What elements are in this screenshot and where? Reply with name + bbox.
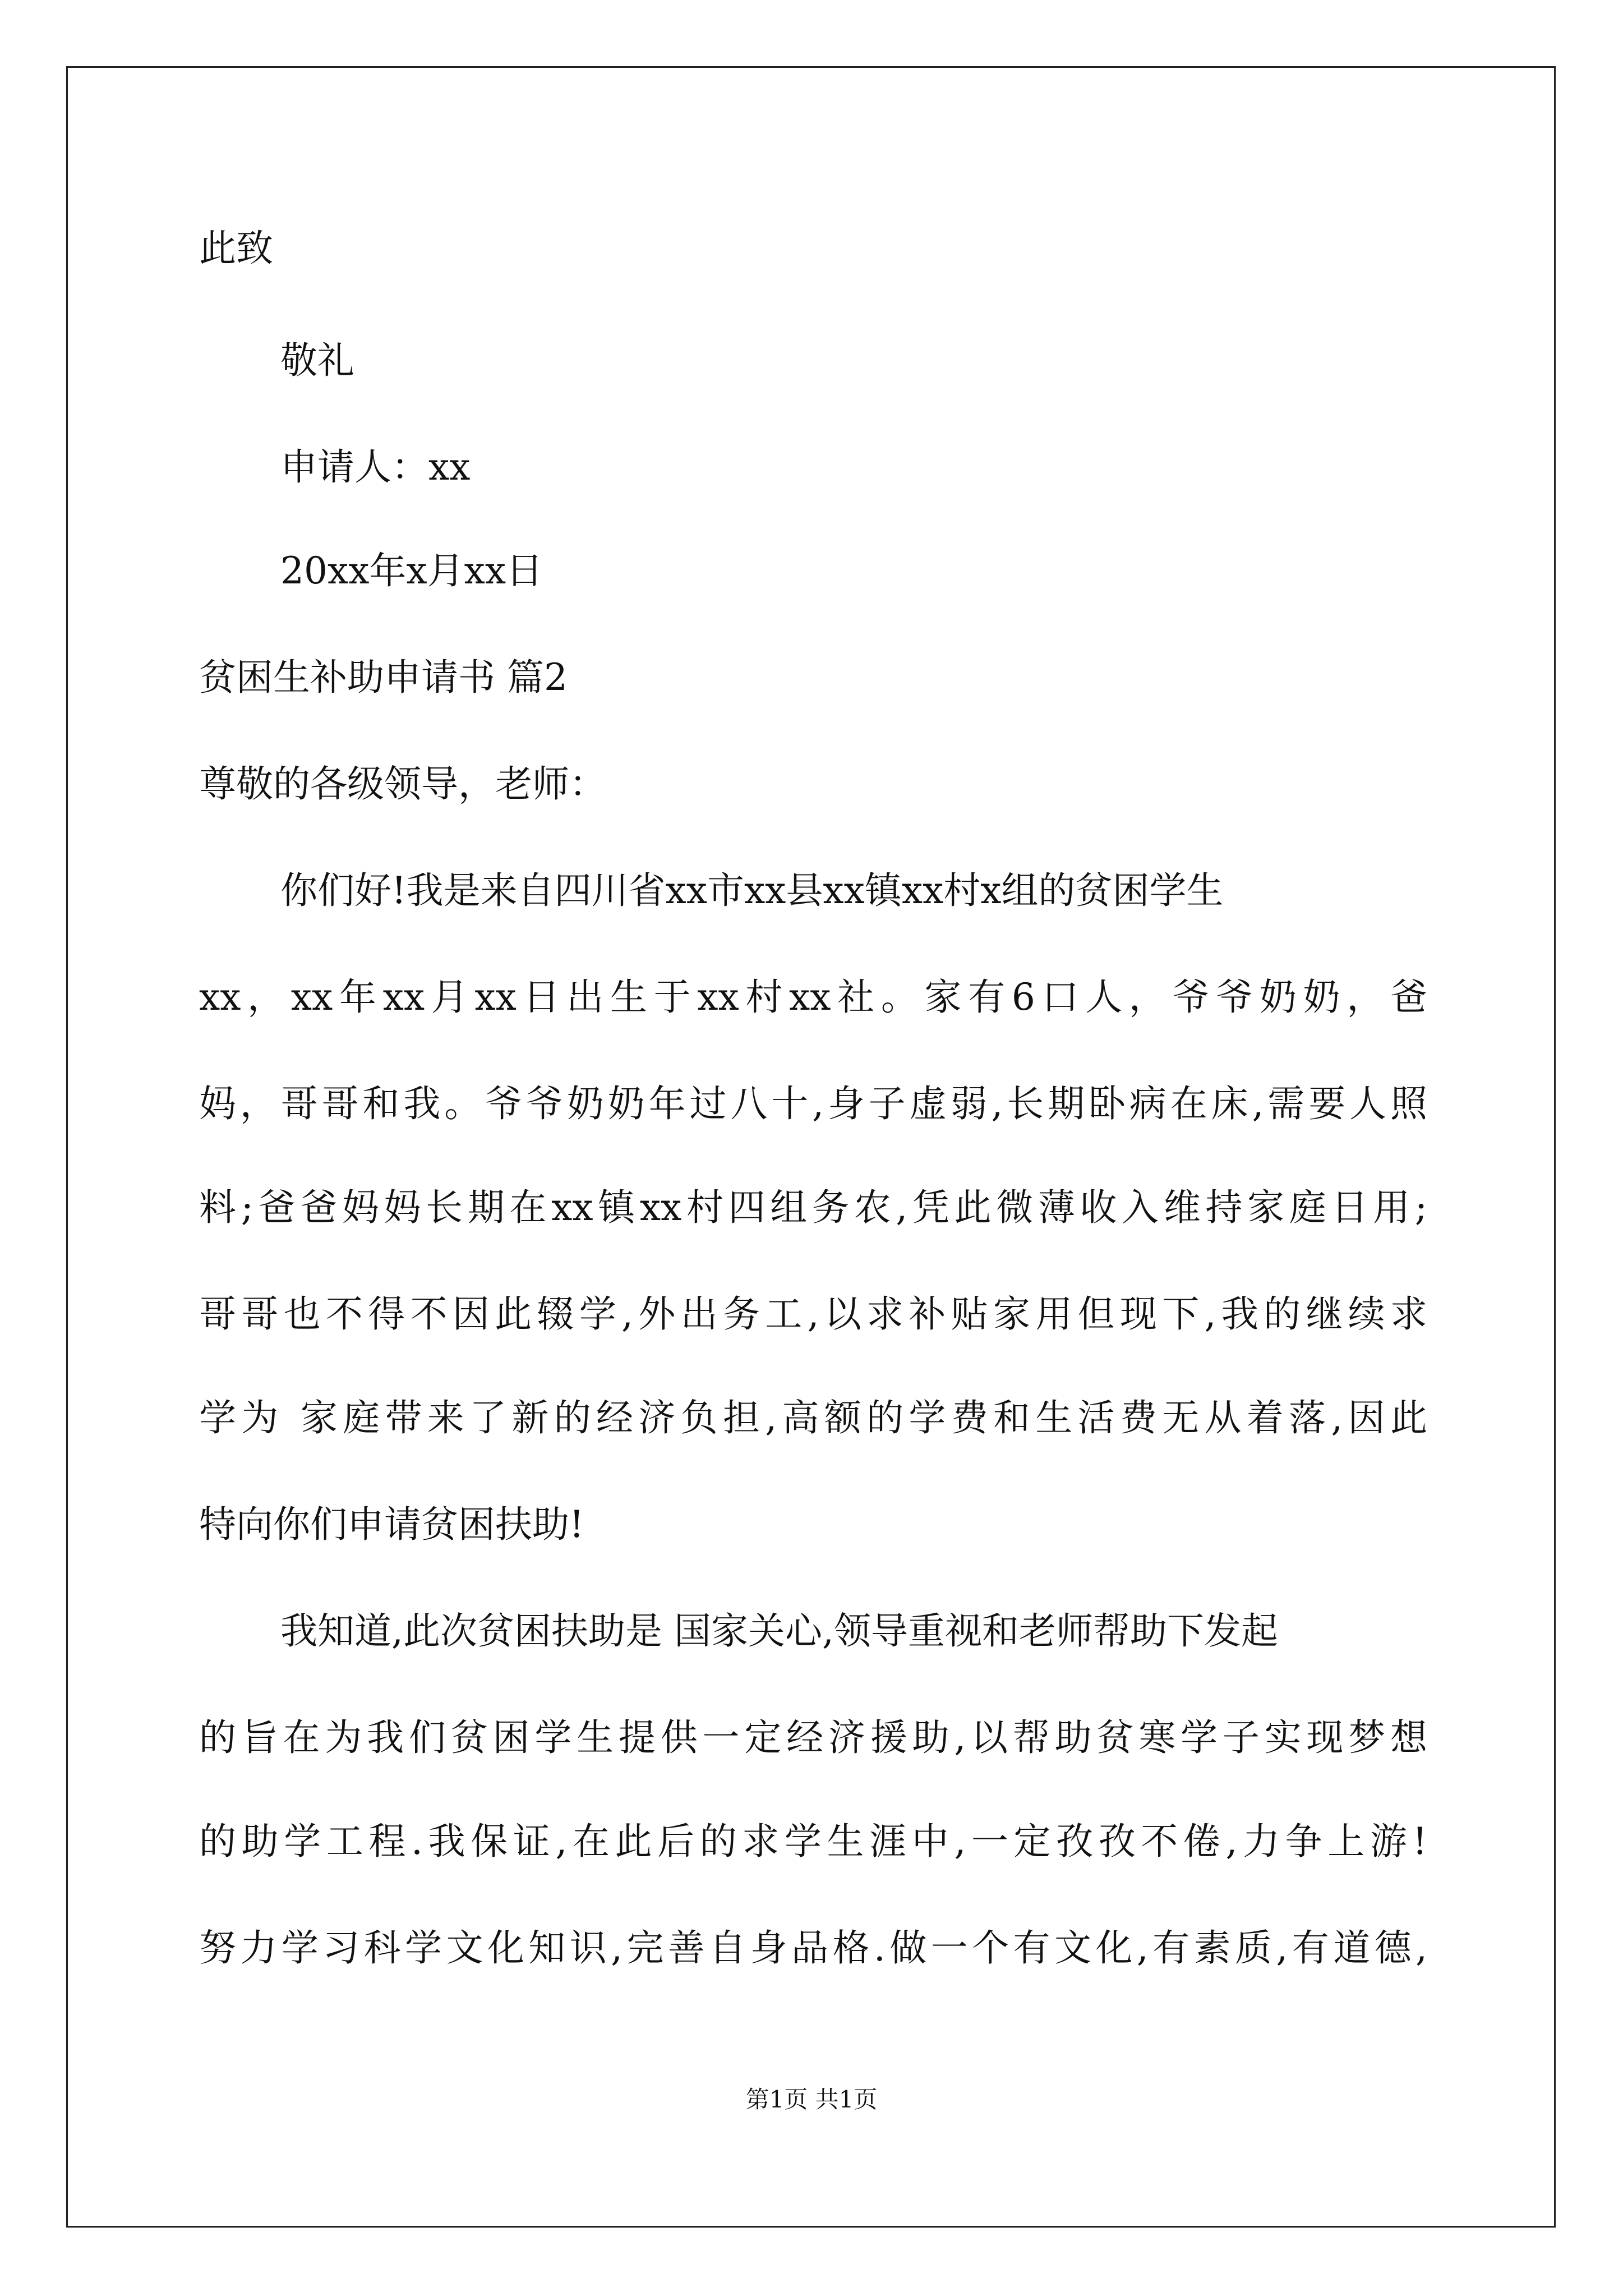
paragraph-line: 妈，哥哥和我。爷爷奶奶年过八十,身子虚弱,长期卧病在床,需要人照	[199, 1082, 1427, 1125]
date-line: 20xx年x月xx日	[280, 549, 543, 592]
paragraph-line: 我知道,此次贫困扶助是 国家关心,领导重视和老师帮助下发起	[280, 1609, 1278, 1653]
page-border	[66, 66, 1556, 2228]
paragraph-line: 学为 家庭带来了新的经济负担,高额的学费和生活费无从着落,因此	[199, 1396, 1427, 1439]
paragraph-line: xx，xx年xx月xx日出生于xx村xx社。家有6口人，爷爷奶奶，爸	[199, 976, 1427, 1019]
applicant-line: 申请人：xx	[280, 445, 471, 489]
paragraph-line: 特向你们申请贫困扶助!	[199, 1503, 584, 1546]
paragraph-line: 料;爸爸妈妈长期在xx镇xx村四组务农,凭此微薄收入维持家庭日用;	[199, 1186, 1427, 1229]
paragraph-line: 的旨在为我们贫困学生提供一定经济援助,以帮助贫寒学子实现梦想	[199, 1716, 1427, 1759]
greeting-line: 尊敬的各级领导，老师：	[199, 762, 606, 806]
page-footer: 第1页 共1页	[745, 2086, 878, 2113]
paragraph-line: 的助学工程.我保证,在此后的求学生涯中,一定孜孜不倦,力争上游!	[199, 1820, 1427, 1863]
salute-text: 敬礼	[280, 339, 354, 382]
paragraph-line: 你们好!我是来自四川省xx市xx县xx镇xx村x组的贫困学生	[280, 869, 1224, 912]
closing-text: 此致	[199, 227, 273, 270]
paragraph-line: 努力学习科学文化知识,完善自身品格.做一个有文化,有素质,有道德,	[199, 1926, 1427, 1970]
section-heading: 贫困生补助申请书 篇2	[199, 656, 568, 699]
paragraph-line: 哥哥也不得不因此辍学,外出务工,以求补贴家用但现下,我的继续求	[199, 1292, 1427, 1336]
